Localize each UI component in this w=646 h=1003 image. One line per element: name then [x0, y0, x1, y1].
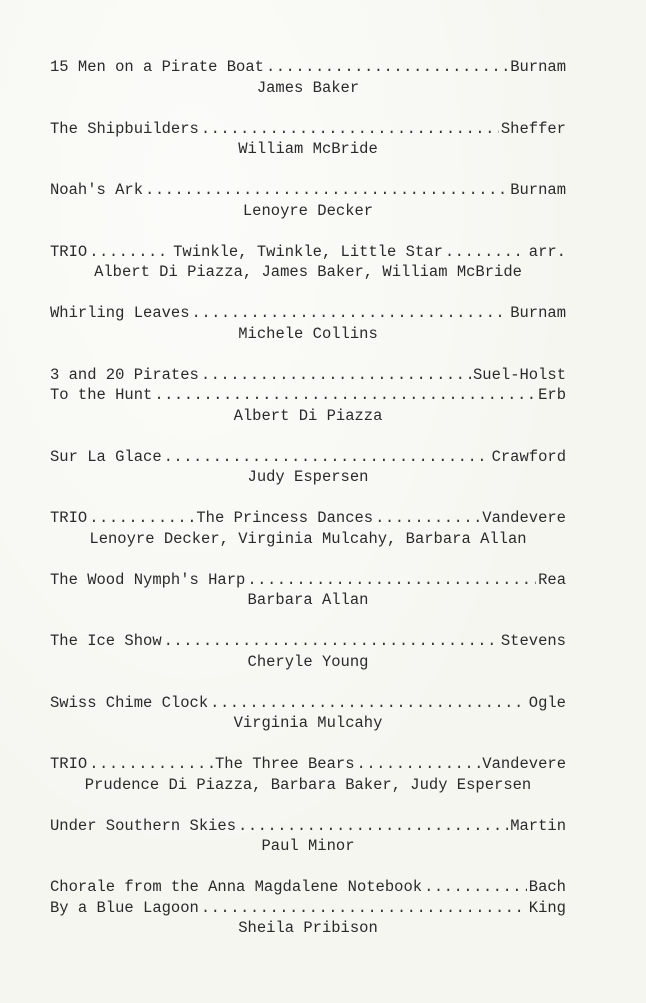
performer: Lenoyre Decker, Virginia Mulcahy, Barbara Allan [89, 529, 527, 548]
piece-title: To the Hunt [50, 386, 153, 404]
program-entry [50, 693, 566, 734]
program-entry [50, 877, 566, 939]
composer: Ogle [528, 693, 566, 712]
dot-leader [201, 898, 527, 919]
dot-leader [210, 693, 527, 714]
piece-line [50, 57, 566, 78]
piece-line [50, 877, 566, 898]
composer: Martin [510, 816, 566, 835]
piece-title: Twinkle, Twinkle, Little Star [173, 242, 443, 261]
piece-line [50, 180, 566, 201]
performer: Albert Di Piazza, James Baker, William McBride [94, 263, 522, 281]
composer: Burnam [510, 181, 566, 199]
performer: Sheila Pribison [238, 919, 378, 937]
performer: Virginia Mulcahy [233, 714, 383, 732]
piece-title: The Ice Show [50, 632, 162, 650]
composer: Sheffer [500, 119, 566, 138]
dot-leader [89, 508, 194, 529]
piece-title: By a Blue Lagoon [50, 898, 199, 917]
dot-leader [424, 877, 527, 898]
composer: Burnam [510, 304, 566, 322]
program-entry [50, 816, 566, 857]
performer: Prudence Di Piazza, Barbara Baker, Judy Espersen [84, 775, 532, 794]
dot-leader [89, 754, 213, 775]
dot-leader [201, 365, 471, 386]
composer: King [528, 898, 566, 917]
composer: Crawford [491, 447, 566, 466]
performer: Cheryle Young [247, 652, 369, 671]
dot-leader [357, 754, 481, 775]
performer: Judy Espersen [247, 468, 369, 486]
piece-line [50, 754, 566, 775]
trio-label: TRIO [50, 509, 88, 527]
piece-title: The Princess Dances [196, 509, 374, 527]
piece-title: Sur La Glace [50, 447, 162, 466]
performer: Michele Collins [238, 324, 378, 343]
performer: Paul Minor [261, 837, 355, 855]
piece-title: Swiss Chime Clock [50, 693, 209, 712]
program-entry [50, 180, 566, 221]
program-entry [50, 631, 566, 672]
performer: Albert Di Piazza [233, 406, 383, 425]
performer: James Baker [256, 78, 360, 97]
composer: Bach [528, 878, 566, 896]
composer: Vandevere [482, 755, 566, 773]
piece-title: Chorale from the Anna Magdalene Notebook [50, 878, 423, 896]
program-entry [50, 119, 566, 160]
program-entry-trio [50, 242, 566, 283]
piece-line [50, 385, 566, 406]
program-entry [50, 57, 566, 98]
program-entry-trio [50, 754, 566, 795]
composer: Erb [538, 386, 566, 404]
performer: William McBride [238, 140, 378, 158]
piece-line [50, 816, 566, 837]
recital-program-list [50, 57, 566, 959]
piece-line [50, 242, 566, 263]
piece-line [50, 508, 566, 529]
composer: arr. [528, 242, 566, 261]
piece-line [50, 631, 566, 652]
dot-leader [89, 242, 171, 263]
piece-title: The Wood Nymph's Harp [50, 570, 246, 589]
program-entry [50, 303, 566, 344]
piece-line [50, 693, 566, 714]
piece-title: Noah's Ark [50, 181, 144, 199]
program-entry [50, 570, 566, 611]
composer: Burnam [510, 58, 566, 76]
piece-title: 15 Men on a Pirate Boat [50, 58, 264, 76]
dot-leader [164, 447, 490, 468]
trio-label: TRIO [50, 242, 88, 261]
trio-label: TRIO [50, 755, 88, 773]
dot-leader [247, 570, 536, 591]
piece-line [50, 365, 566, 386]
dot-leader [192, 303, 509, 324]
dot-leader [375, 508, 480, 529]
composer: Rea [538, 570, 566, 589]
piece-line [50, 447, 566, 468]
piece-title: The Three Bears [214, 755, 355, 773]
program-entry-trio [50, 508, 566, 549]
piece-line [50, 898, 566, 919]
dot-leader [164, 631, 499, 652]
dot-leader [154, 385, 536, 406]
program-entry [50, 447, 566, 488]
piece-title: 3 and 20 Pirates [50, 365, 199, 384]
dot-leader [238, 816, 508, 837]
piece-title: Under Southern Skies [50, 816, 237, 835]
dot-leader [445, 242, 527, 263]
dot-leader [201, 119, 499, 140]
dot-leader [145, 180, 508, 201]
performer: Barbara Allan [247, 591, 369, 609]
piece-line [50, 570, 566, 591]
piece-line [50, 303, 566, 324]
performer: Lenoyre Decker [242, 201, 374, 220]
piece-title: Whirling Leaves [50, 304, 190, 322]
piece-line [50, 119, 566, 140]
dot-leader [266, 57, 508, 78]
piece-title: The Shipbuilders [50, 119, 199, 138]
composer: Suel-Holst [472, 365, 566, 384]
program-entry [50, 365, 566, 427]
composer: Vandevere [482, 509, 566, 527]
composer: Stevens [500, 632, 566, 650]
